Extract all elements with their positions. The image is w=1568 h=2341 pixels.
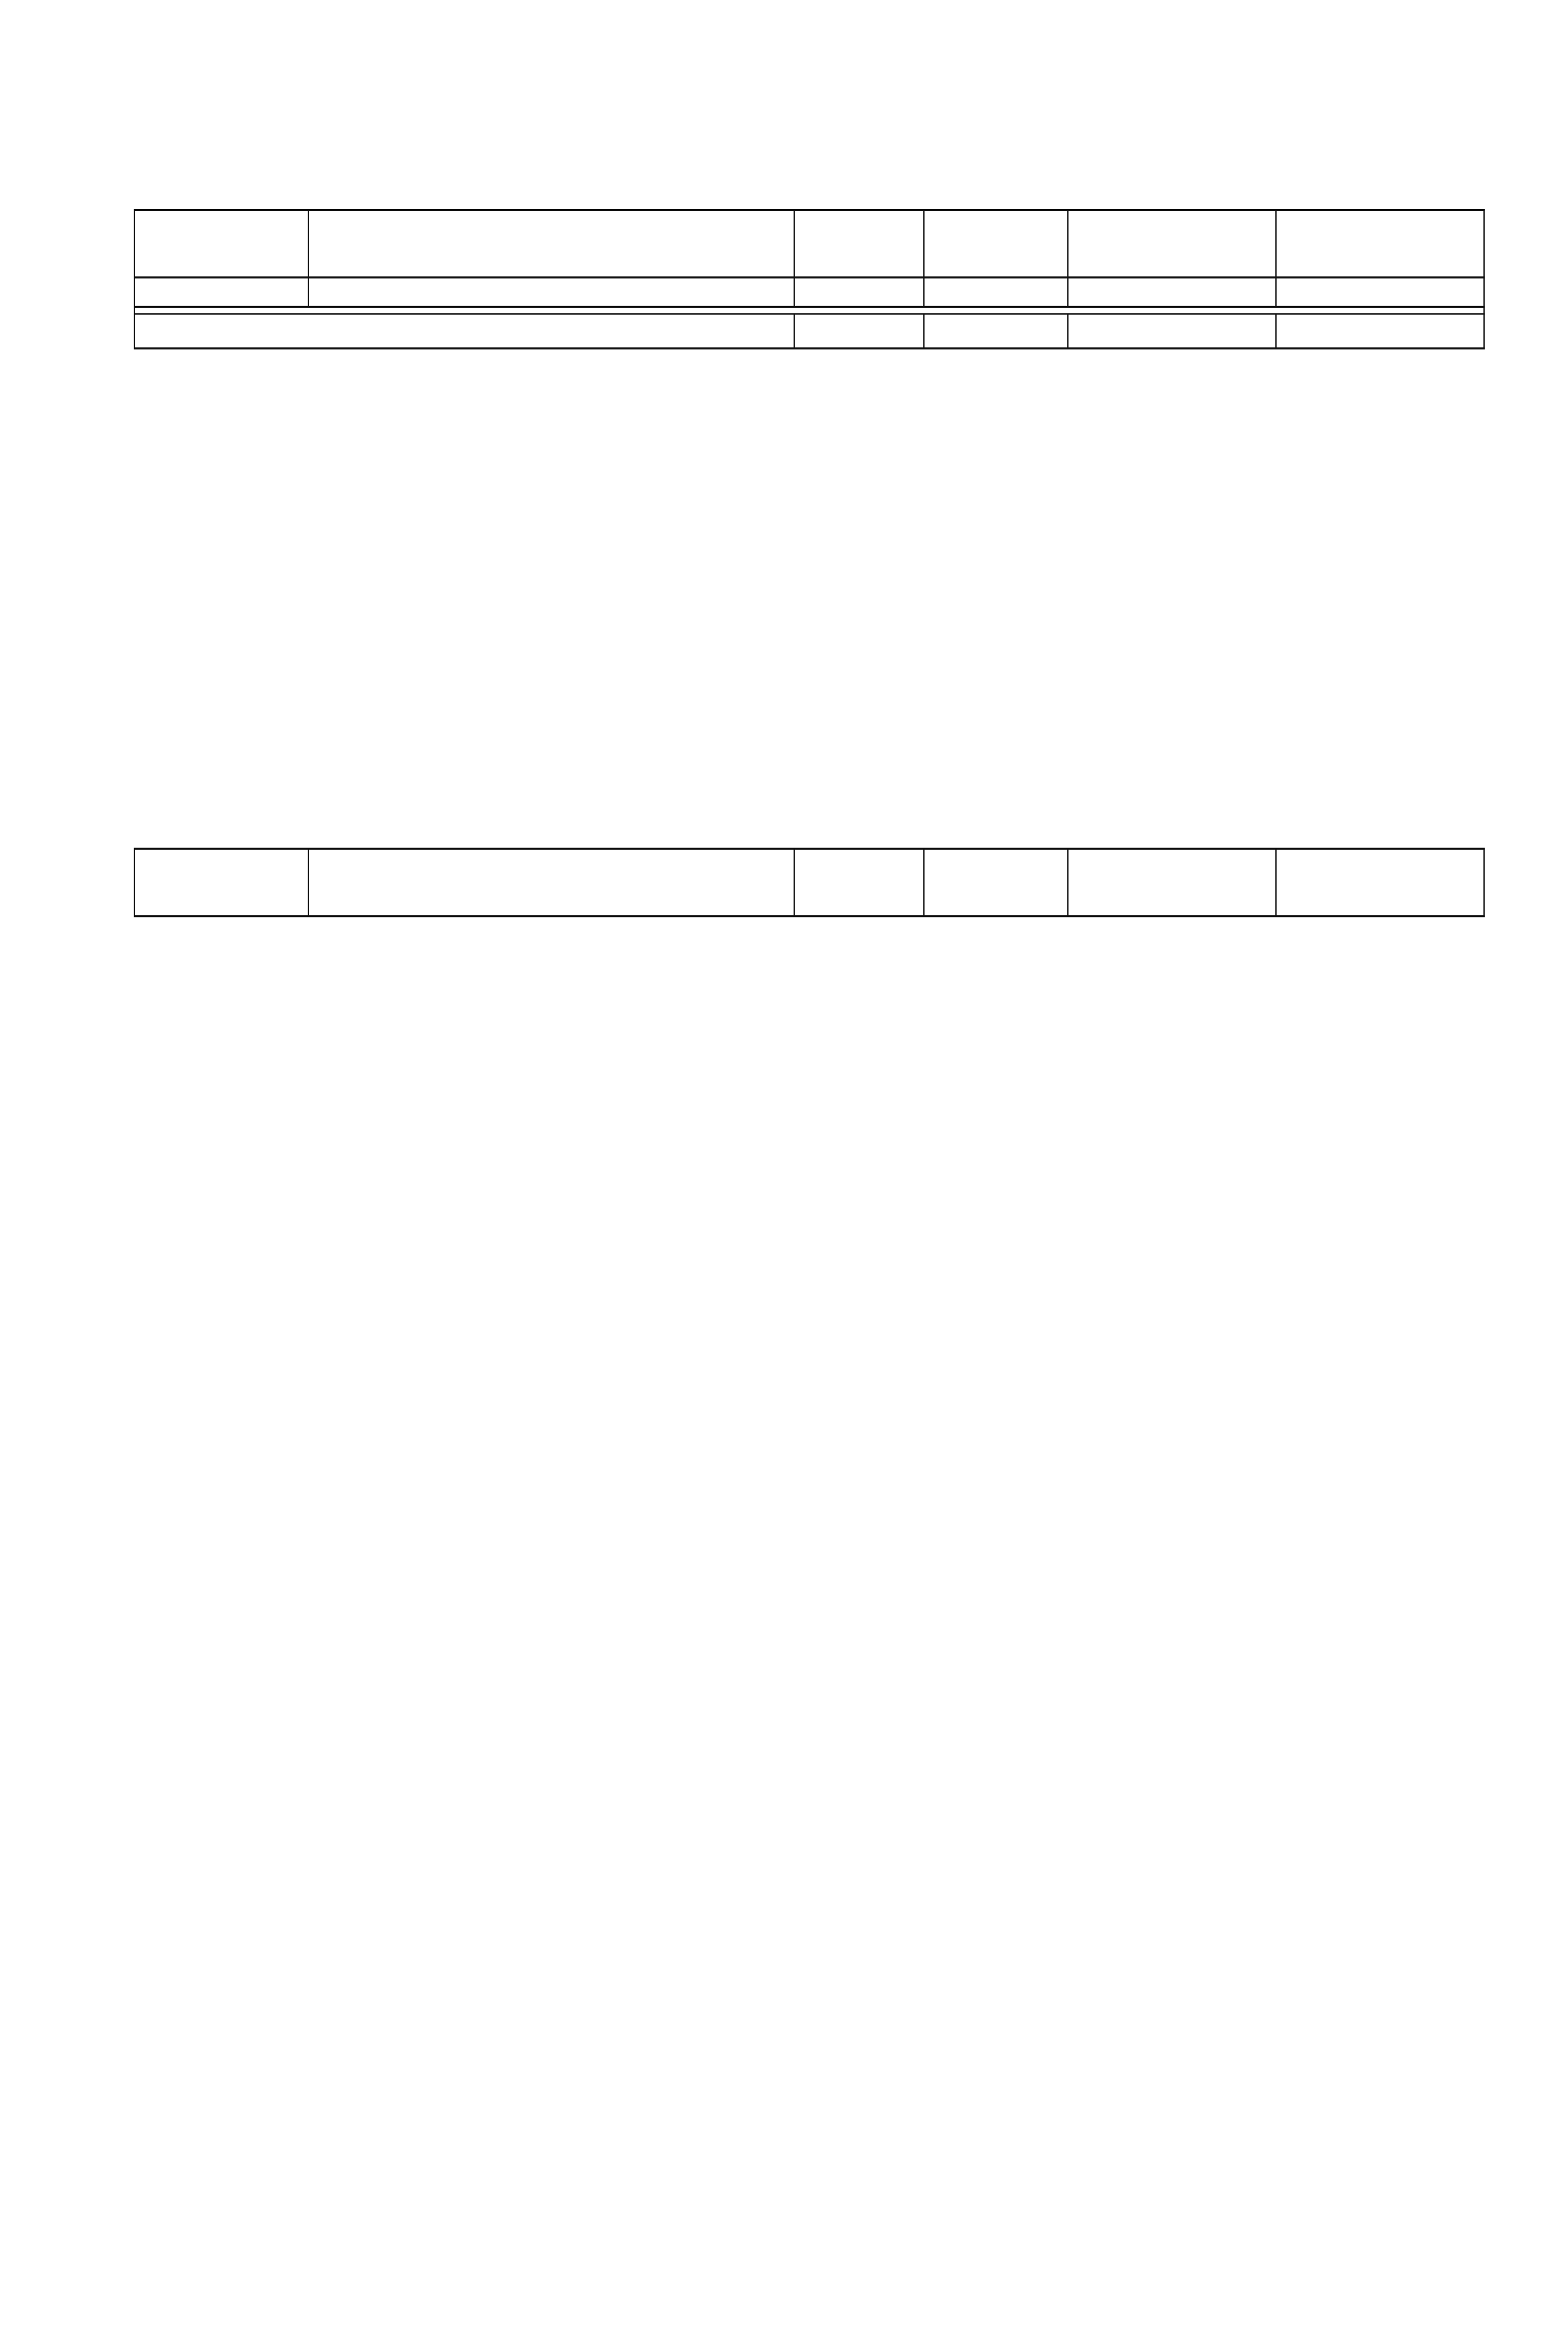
cost-unit-cell <box>794 342 924 349</box>
cost-empty-cell <box>924 331 1068 336</box>
cost-unit-cell <box>794 336 924 342</box>
column-header-unit <box>794 849 924 917</box>
name-cell <box>308 289 794 295</box>
base-price-cell <box>924 289 1068 295</box>
cost-row <box>134 326 1484 331</box>
base-price-cell <box>924 284 1068 289</box>
norm-value-cell <box>1068 295 1276 300</box>
cost-name-cell <box>134 331 794 336</box>
cost-value-cell <box>1068 342 1276 349</box>
norm-value-cell <box>1276 295 1484 300</box>
code-cell <box>134 300 308 307</box>
cost-empty-cell <box>924 342 1068 349</box>
cost-value-cell <box>1068 336 1276 342</box>
cost-unit-cell <box>794 331 924 336</box>
code-cell <box>134 278 308 285</box>
base-price-cell <box>924 295 1068 300</box>
cost-value-cell <box>1276 336 1484 342</box>
norm-value-cell <box>1068 278 1276 285</box>
cost-unit-cell <box>794 326 924 331</box>
unit-cell <box>794 278 924 285</box>
cost-value-cell <box>1276 320 1484 326</box>
column-header-code <box>134 210 308 278</box>
resource-row <box>134 300 1484 307</box>
cost-value-cell <box>1276 331 1484 336</box>
column-header-base-price <box>924 210 1068 278</box>
column-header-norm-8 <box>1276 849 1484 917</box>
column-header-norm-6 <box>1276 210 1484 278</box>
norm-value-cell <box>1276 278 1484 285</box>
cost-empty-cell <box>924 326 1068 331</box>
base-price-cell <box>924 300 1068 307</box>
cost-unit-cell <box>794 320 924 326</box>
cost-empty-cell <box>924 336 1068 342</box>
column-header-norm-7 <box>1068 849 1276 917</box>
column-header-code <box>134 849 308 917</box>
name-cell <box>308 278 794 285</box>
norm-value-cell <box>1068 300 1276 307</box>
resource-table-2 <box>134 848 1485 917</box>
norm-value-cell <box>1068 289 1276 295</box>
code-cell <box>134 289 308 295</box>
unit-cell <box>794 295 924 300</box>
norm-value-cell <box>1276 289 1484 295</box>
code-cell <box>134 284 308 289</box>
resource-row <box>134 295 1484 300</box>
cost-unit-cell <box>794 314 924 320</box>
norm-value-cell <box>1068 284 1276 289</box>
name-cell <box>308 295 794 300</box>
cost-value-cell <box>1068 331 1276 336</box>
unit-cell <box>794 289 924 295</box>
cost-value-cell <box>1068 320 1276 326</box>
name-cell <box>308 284 794 289</box>
cost-row <box>134 336 1484 342</box>
cost-value-cell <box>1068 326 1276 331</box>
cost-value-cell <box>1276 314 1484 320</box>
cost-name-cell <box>134 342 794 349</box>
cost-row <box>134 314 1484 320</box>
resource-table-1 <box>134 209 1485 349</box>
cost-value-cell <box>1276 342 1484 349</box>
unit-cell <box>794 300 924 307</box>
norm-value-cell <box>1276 300 1484 307</box>
column-header-norm-5 <box>1068 210 1276 278</box>
cost-indicators-label <box>134 307 1484 315</box>
cost-name-cell <box>134 336 794 342</box>
resource-row <box>134 284 1484 289</box>
column-header-unit <box>794 210 924 278</box>
cost-row <box>134 342 1484 349</box>
cost-value-cell <box>1276 326 1484 331</box>
column-header-base-price <box>924 849 1068 917</box>
cost-row <box>134 320 1484 326</box>
cost-value-cell <box>1068 314 1276 320</box>
code-cell <box>134 295 308 300</box>
cost-name-cell <box>134 314 794 320</box>
section-label <box>134 307 1484 315</box>
norm-value-cell <box>1276 284 1484 289</box>
resource-row <box>134 278 1484 285</box>
unit-cell <box>794 284 924 289</box>
column-header-name <box>308 849 794 917</box>
cost-name-cell <box>134 320 794 326</box>
cost-empty-cell <box>924 314 1068 320</box>
column-header-name <box>308 210 794 278</box>
cost-name-cell <box>134 326 794 331</box>
cost-empty-cell <box>924 320 1068 326</box>
resource-row <box>134 289 1484 295</box>
name-cell <box>308 300 794 307</box>
cost-row <box>134 331 1484 336</box>
base-price-cell <box>924 278 1068 285</box>
